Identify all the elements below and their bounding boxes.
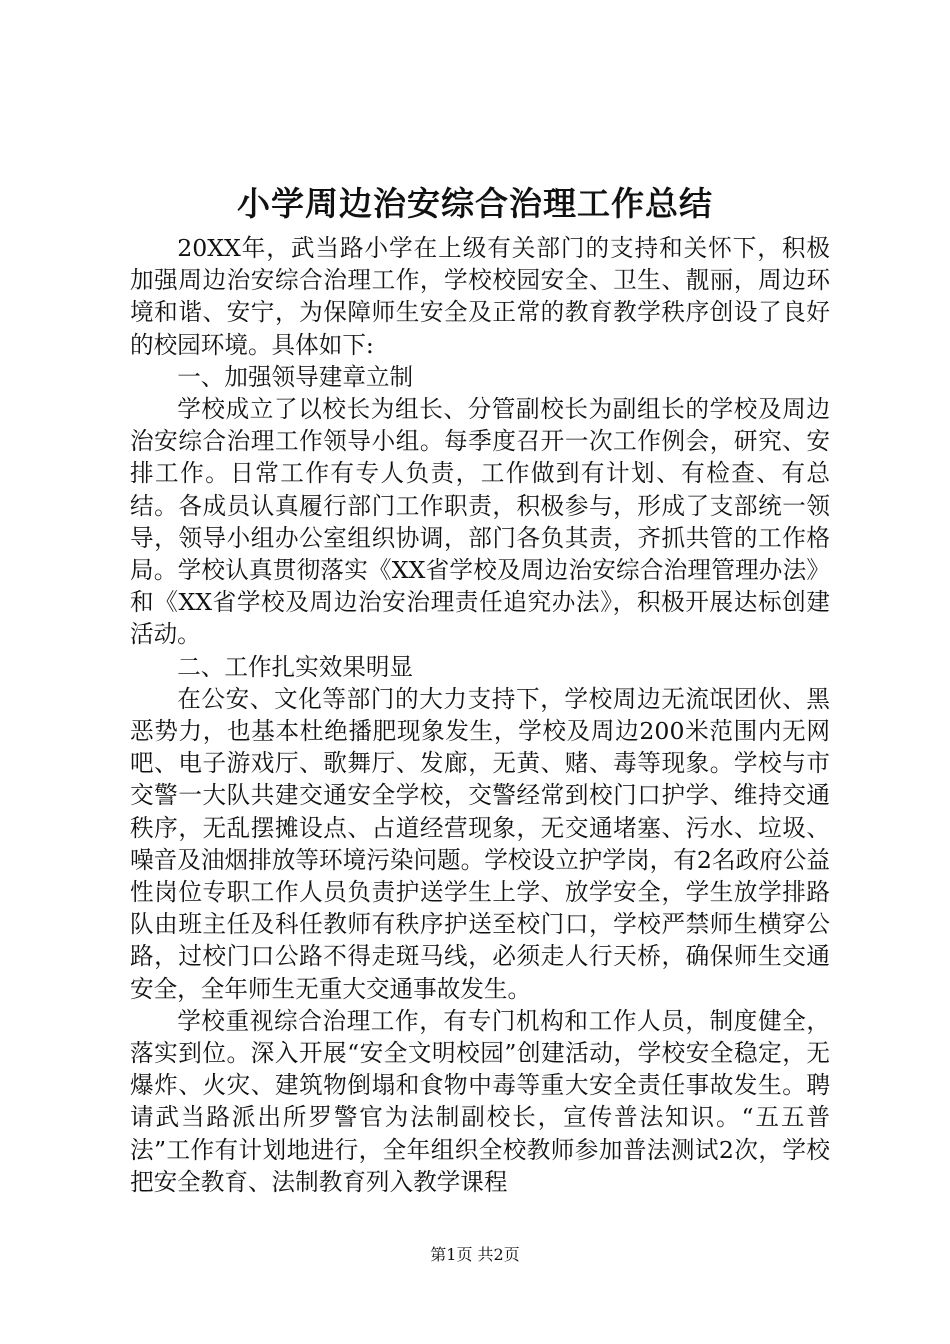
section-heading-2: 二、工作扎实效果明显 — [177, 652, 414, 681]
paragraph-results: 在公安、文化等部门的大力支持下，学校周边无流氓团伙、黑恶势力，也基本杜绝播肥现象发生，学校及周边200米范围内无网吧、电子游戏厅、歌舞厅、发廊，无黄、赌、毒等现象。学校与市交警一大队共建交通安全学校，交警经常到校门口护学、维持交通秩序，无乱摆摊设点、占道经营现象，无交通堵塞、污水、垃圾、噪音及油烟排放等环境污染问题。学校设立护学岗，有2名政府公益性岗位专职工作人员负责护送学生上学、放学安全，学生放学排路队由班主任及科任教师有秩序护送至校门口，学校严禁师生横穿公路，过校门口公路不得走斑马线，必须走人行天桥，确保师生交通安全，全年师生无重大交通事故发生。 — [130, 684, 830, 1003]
section-heading-1: 一、加强领导建章立制 — [177, 362, 414, 391]
paragraph-leadership: 学校成立了以校长为组长、分管副校长为副组长的学校及周边治安综合治理工作领导小组。每季度召开一次工作例会，研究、安排工作。日常工作有专人负责，工作做到有计划、有检查、有总结。各成员认真履行部门工作职责，积极参与，形成了支部统一领导，领导小组办公室组织协调，部门各负其责，齐抓共管的工作格局。学校认真贯彻落实《XX省学校及周边治安综合治理管理办法》和《XX省学校及周边治安治理责任追究办法》，积极开展达标创建活动。 — [130, 395, 830, 649]
paragraph-intro: 20XX年，武当路小学在上级有关部门的支持和关怀下，积极加强周边治安综合治理工作，学校校园安全、卫生、靓丽，周边环境和谐、安宁，为保障师生安全及正常的教育教学秩序创设了良好的校园环境。具体如下: — [130, 234, 830, 359]
document-title: 小学周边治安综合治理工作总结 — [237, 184, 713, 223]
page-number: 第1页 共2页 — [430, 1245, 520, 1264]
document-body — [130, 232, 830, 1198]
paragraph-safety: 学校重视综合治理工作，有专门机构和工作人员，制度健全，落实到位。深入开展“安全文明校园”创建活动，学校安全稳定，无爆炸、火灾、建筑物倒塌和食物中毒等重大安全责任事故发生。聘请武当路派出所罗警官为法制副校长，宣传普法知识。“五五普法”工作有计划地进行，全年组织全校教师参加普法测试2次，学校把安全教育、法制教育列入教学课程 — [130, 1006, 830, 1196]
